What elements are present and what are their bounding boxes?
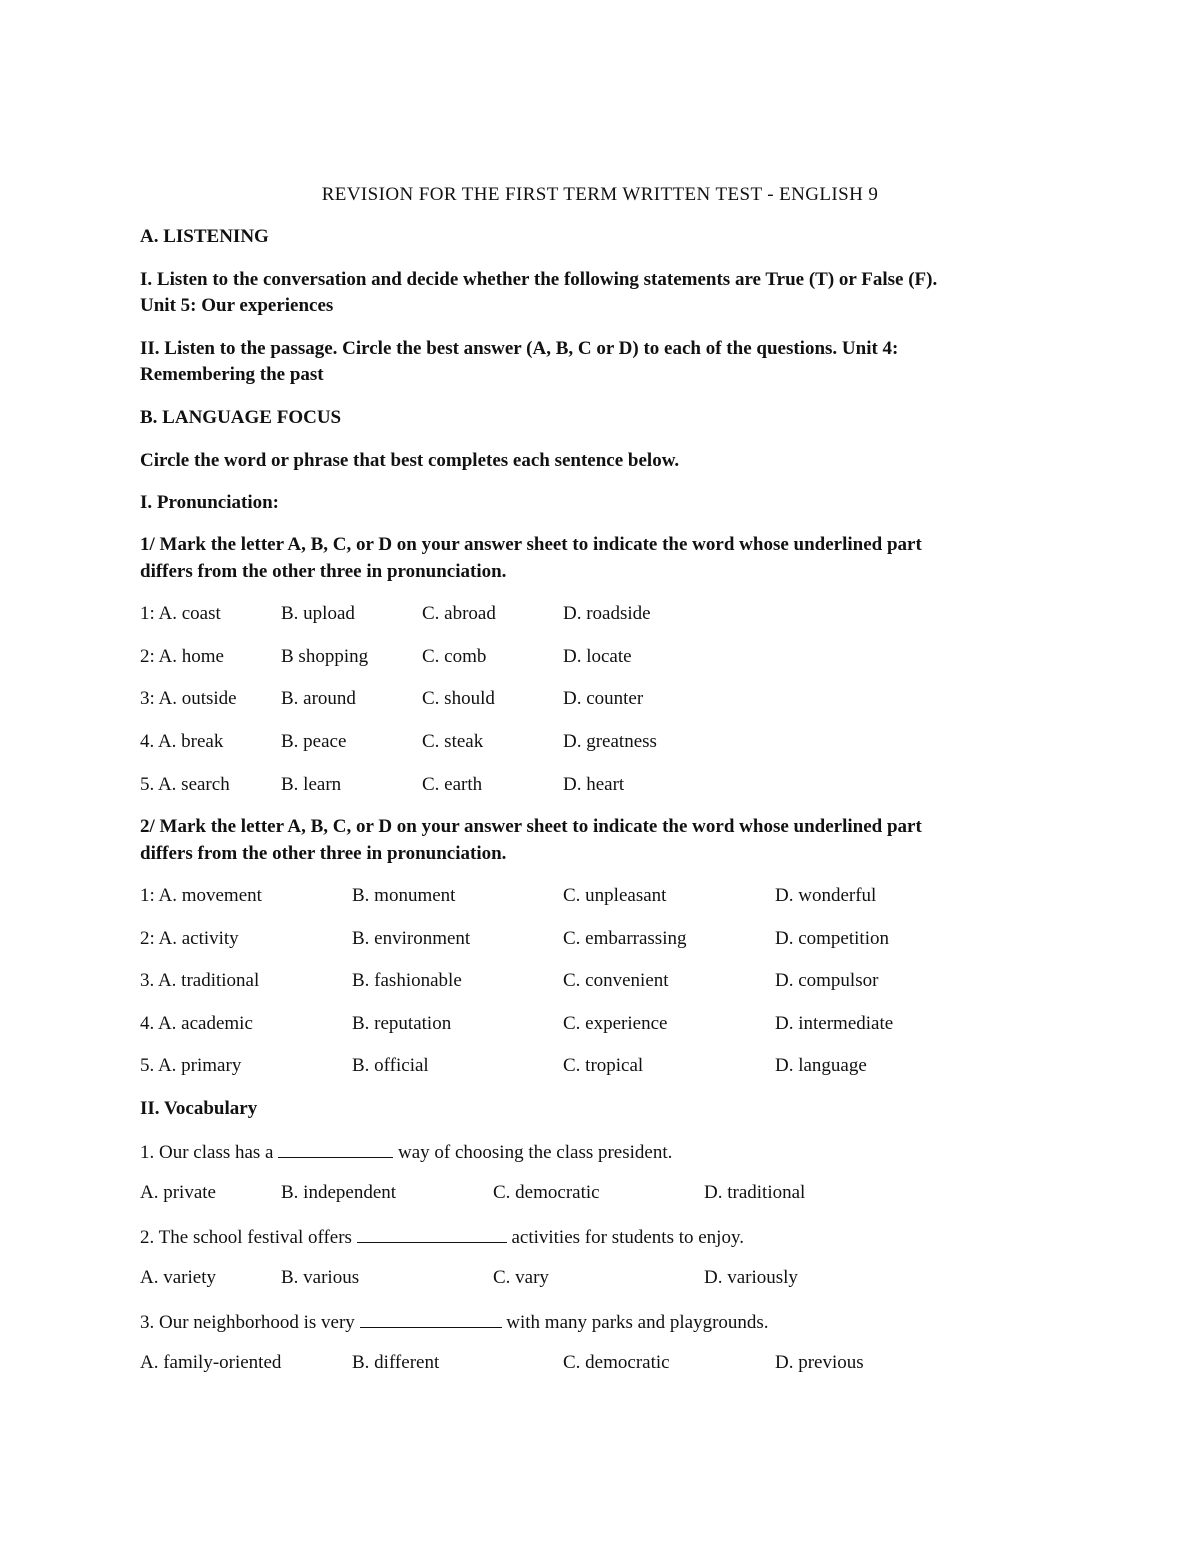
part1-instruction-line2: differs from the other three in pronunciation. (140, 561, 507, 582)
section-a-heading: A. LISTENING (140, 226, 269, 247)
option-b: B. independent (281, 1182, 397, 1203)
vocabulary-heading: II. Vocabulary (140, 1098, 258, 1119)
option-a: 1: A. movement (140, 885, 262, 906)
option-c: C. convenient (563, 970, 669, 991)
option-c: C. experience (563, 1013, 668, 1034)
question-text: 3. Our neighborhood is very (140, 1312, 360, 1333)
part2-instruction-line1: 2/ Mark the letter A, B, C, or D on your answer sheet to indicate the word whose underlined part (140, 816, 922, 837)
question-text: with many parks and playgrounds. (501, 1312, 769, 1333)
question-text: activities for students to enjoy. (506, 1227, 744, 1248)
question-text: 1. Our class has a (140, 1142, 279, 1163)
option-a: A. family-oriented (140, 1352, 282, 1373)
option-a: 2: A. activity (140, 928, 239, 949)
option-d: D. greatness (563, 731, 657, 752)
option-b: B. learn (281, 774, 342, 795)
listening-1-line1: I. Listen to the conversation and decide whether the following statements are True (T) or False (F). (140, 269, 938, 290)
answer-blank (360, 1308, 502, 1328)
option-a: 5. A. primary (140, 1055, 242, 1076)
option-c: C. abroad (422, 603, 496, 624)
option-a: 3. A. traditional (140, 970, 260, 991)
option-b: B. official (352, 1055, 429, 1076)
page-title: REVISION FOR THE FIRST TERM WRITTEN TEST - ENGLISH 9 (321, 184, 879, 205)
vocab-question (140, 1138, 672, 1166)
listening-2-line2: Remembering the past (140, 364, 324, 385)
pronunciation-heading: I. Pronunciation: (140, 492, 280, 513)
option-d: D. locate (563, 646, 632, 667)
option-d: D. variously (704, 1267, 798, 1288)
option-a: A. private (140, 1182, 216, 1203)
option-b: B. monument (352, 885, 456, 906)
option-c: C. steak (422, 731, 484, 752)
option-c: C. unpleasant (563, 885, 667, 906)
option-c: C. vary (493, 1267, 549, 1288)
option-b: B. peace (281, 731, 347, 752)
option-a: 1: A. coast (140, 603, 221, 624)
option-d: D. wonderful (775, 885, 877, 906)
option-b: B. upload (281, 603, 355, 624)
option-a: 3: A. outside (140, 688, 237, 709)
option-c: C. democratic (493, 1182, 600, 1203)
option-d: D. language (775, 1055, 867, 1076)
option-d: D. previous (775, 1352, 864, 1373)
option-b: B. environment (352, 928, 471, 949)
option-a: 2: A. home (140, 646, 224, 667)
listening-1-line2: Unit 5: Our experiences (140, 295, 334, 316)
option-c: C. earth (422, 774, 483, 795)
vocab-question (140, 1223, 744, 1251)
option-b: B. around (281, 688, 356, 709)
listening-2-line1: II. Listen to the passage. Circle the best answer (A, B, C or D) to each of the questions. Unit 4: (140, 338, 899, 359)
option-d: D. heart (563, 774, 625, 795)
option-a: 5. A. search (140, 774, 230, 795)
option-c: C. comb (422, 646, 487, 667)
option-d: D. compulsor (775, 970, 879, 991)
option-a: 4. A. break (140, 731, 224, 752)
option-a: A. variety (140, 1267, 216, 1288)
option-c: C. tropical (563, 1055, 644, 1076)
option-c: C. should (422, 688, 495, 709)
section-b-heading: B. LANGUAGE FOCUS (140, 407, 342, 428)
question-text: 2. The school festival offers (140, 1227, 357, 1248)
vocab-question (140, 1308, 769, 1336)
answer-blank (357, 1223, 507, 1243)
part2-instruction-line2: differs from the other three in pronunciation. (140, 843, 507, 864)
option-b: B. different (352, 1352, 440, 1373)
option-d: D. intermediate (775, 1013, 894, 1034)
instruction-text: Circle the word or phrase that best completes each sentence below. (140, 450, 680, 471)
option-d: D. roadside (563, 603, 651, 624)
option-a: 4. A. academic (140, 1013, 253, 1034)
option-d: D. competition (775, 928, 889, 949)
option-d: D. counter (563, 688, 644, 709)
part1-instruction-line1: 1/ Mark the letter A, B, C, or D on your answer sheet to indicate the word whose underlined part (140, 534, 922, 555)
option-d: D. traditional (704, 1182, 806, 1203)
option-b: B shopping (281, 646, 369, 667)
option-b: B. fashionable (352, 970, 462, 991)
option-c: C. embarrassing (563, 928, 687, 949)
option-b: B. reputation (352, 1013, 452, 1034)
answer-blank (278, 1138, 393, 1158)
option-b: B. various (281, 1267, 360, 1288)
question-text: way of choosing the class president. (393, 1142, 673, 1163)
option-c: C. democratic (563, 1352, 670, 1373)
